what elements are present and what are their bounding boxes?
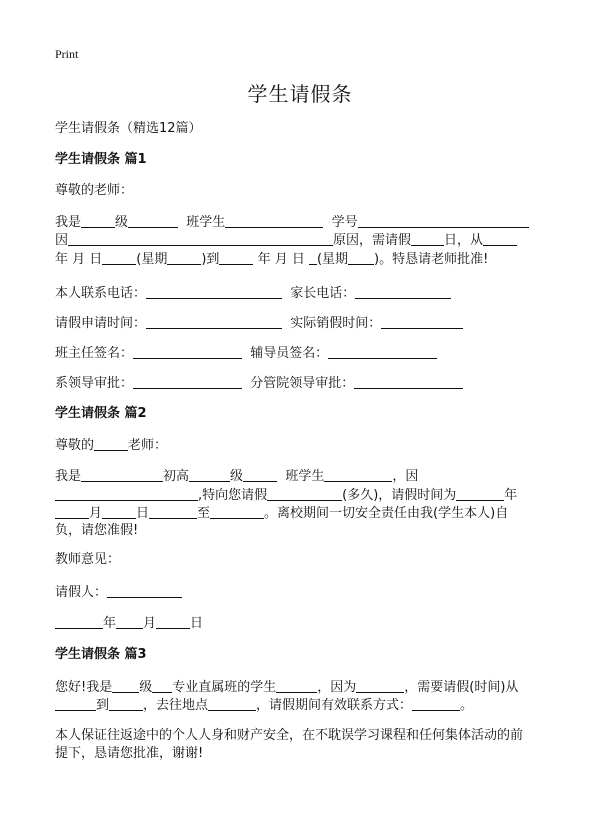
section-3-heading: 学生请假条 篇3 — [55, 647, 147, 662]
dept-approval-blank[interactable] — [133, 375, 242, 389]
print-label[interactable]: Print — [55, 47, 79, 61]
applicant-row: 请假人： — [55, 584, 182, 601]
student-blank[interactable] — [225, 214, 323, 228]
contact-blank[interactable] — [412, 697, 460, 711]
section-3-line-2: 到 ，去往地点 ，请假期间有效联系方式： 。 — [55, 697, 473, 714]
level-blank[interactable] — [189, 468, 230, 482]
section-2-line-3: 月 日 至 。离校期间一切安全责任由我(学生本人)自 — [55, 505, 508, 522]
teacher-name-blank[interactable] — [94, 437, 128, 451]
section-1-heading: 学生请假条 篇1 — [55, 152, 147, 167]
apply-time-blank[interactable] — [146, 315, 282, 329]
class-blank[interactable] — [128, 214, 178, 228]
own-phone-blank[interactable] — [146, 285, 282, 299]
section-2-heading: 学生请假条 篇2 — [55, 406, 147, 421]
section-1-line-3: 年 月 日 (星期 )到 年 月 日 (星期 )。特恳请老师批准! — [55, 252, 489, 267]
reason-3-blank[interactable] — [356, 679, 404, 693]
section-3-para-line-1: 本人保证往返途中的个人人身和财产安全，在不耽误学习课程和任何集体活动的前 — [55, 728, 524, 743]
section-1-line-2: 因 原因，需请假 日，从 — [55, 232, 517, 249]
end-day-blank[interactable] — [309, 251, 317, 265]
field-row-phone: 本人联系电话： 家长电话： — [55, 285, 451, 302]
subtitle: 学生请假条（精选12篇） — [55, 121, 202, 136]
from-blank[interactable] — [483, 232, 517, 246]
date-month-blank[interactable] — [116, 615, 143, 629]
field-row-approval: 系领导审批： 分管院领导审批： — [55, 375, 463, 392]
date-day-blank[interactable] — [156, 615, 190, 629]
destination-blank[interactable] — [208, 697, 256, 711]
head-teacher-signature-blank[interactable] — [133, 345, 242, 359]
section-2-line-1: 我是 初高 级 班学生 ，因 — [55, 469, 419, 484]
teacher-opinion-label: 教师意见： — [55, 552, 121, 567]
student-id-blank[interactable] — [358, 214, 529, 228]
section-1-greeting: 尊敬的老师： — [55, 183, 134, 198]
major-blank[interactable] — [152, 679, 172, 693]
year-blank[interactable] — [456, 487, 504, 501]
days-blank[interactable] — [411, 232, 444, 246]
duration-blank[interactable] — [267, 487, 342, 501]
from-3-blank[interactable] — [55, 697, 96, 711]
section-3-line-1: 您好!我是 级 专业直属班的学生 ，因为 ，需要请假(时间)从 — [55, 680, 519, 695]
date-year-blank[interactable] — [55, 615, 103, 629]
weekday-end-blank[interactable] — [348, 251, 374, 265]
weekday-start-blank[interactable] — [102, 251, 136, 265]
end-time-blank[interactable] — [210, 505, 264, 519]
date-row: 年 月 日 — [55, 615, 203, 632]
name-blank[interactable] — [81, 468, 163, 482]
weekday-start-2-blank[interactable] — [167, 251, 201, 265]
return-time-blank[interactable] — [381, 315, 463, 329]
to-blank[interactable] — [219, 251, 253, 265]
section-2-line-2: ,特向您请假 (多久)，请假时间为 年 — [55, 487, 517, 504]
counselor-signature-blank[interactable] — [328, 345, 437, 359]
field-row-time: 请假申请时间： 实际销假时间： — [55, 315, 463, 332]
section-3-para-line-2: 提下，恳请您批准，谢谢! — [55, 746, 204, 761]
college-approval-blank[interactable] — [354, 375, 463, 389]
to-3-blank[interactable] — [109, 697, 143, 711]
student-2-blank[interactable] — [324, 468, 392, 482]
field-row-signature: 班主任签名： 辅导员签名： — [55, 345, 437, 362]
student-3-blank[interactable] — [276, 679, 317, 693]
page-title: 学生请假条 — [247, 82, 353, 106]
grade-blank[interactable] — [81, 214, 115, 228]
start-time-blank[interactable] — [149, 505, 197, 519]
grade-3-blank[interactable] — [112, 679, 139, 693]
class-2-blank[interactable] — [243, 468, 277, 482]
parent-phone-blank[interactable] — [355, 285, 451, 299]
section-1-line-1: 我是 级 班学生 学号 — [55, 214, 529, 231]
reason-2-blank[interactable] — [55, 487, 198, 501]
applicant-blank[interactable] — [107, 584, 182, 598]
section-2-line-4: 负，请您准假! — [55, 523, 139, 538]
month-blank[interactable] — [55, 505, 89, 519]
reason-blank[interactable] — [68, 232, 333, 246]
section-2-greeting: 尊敬的 老师： — [55, 438, 168, 453]
day-blank[interactable] — [102, 505, 136, 519]
